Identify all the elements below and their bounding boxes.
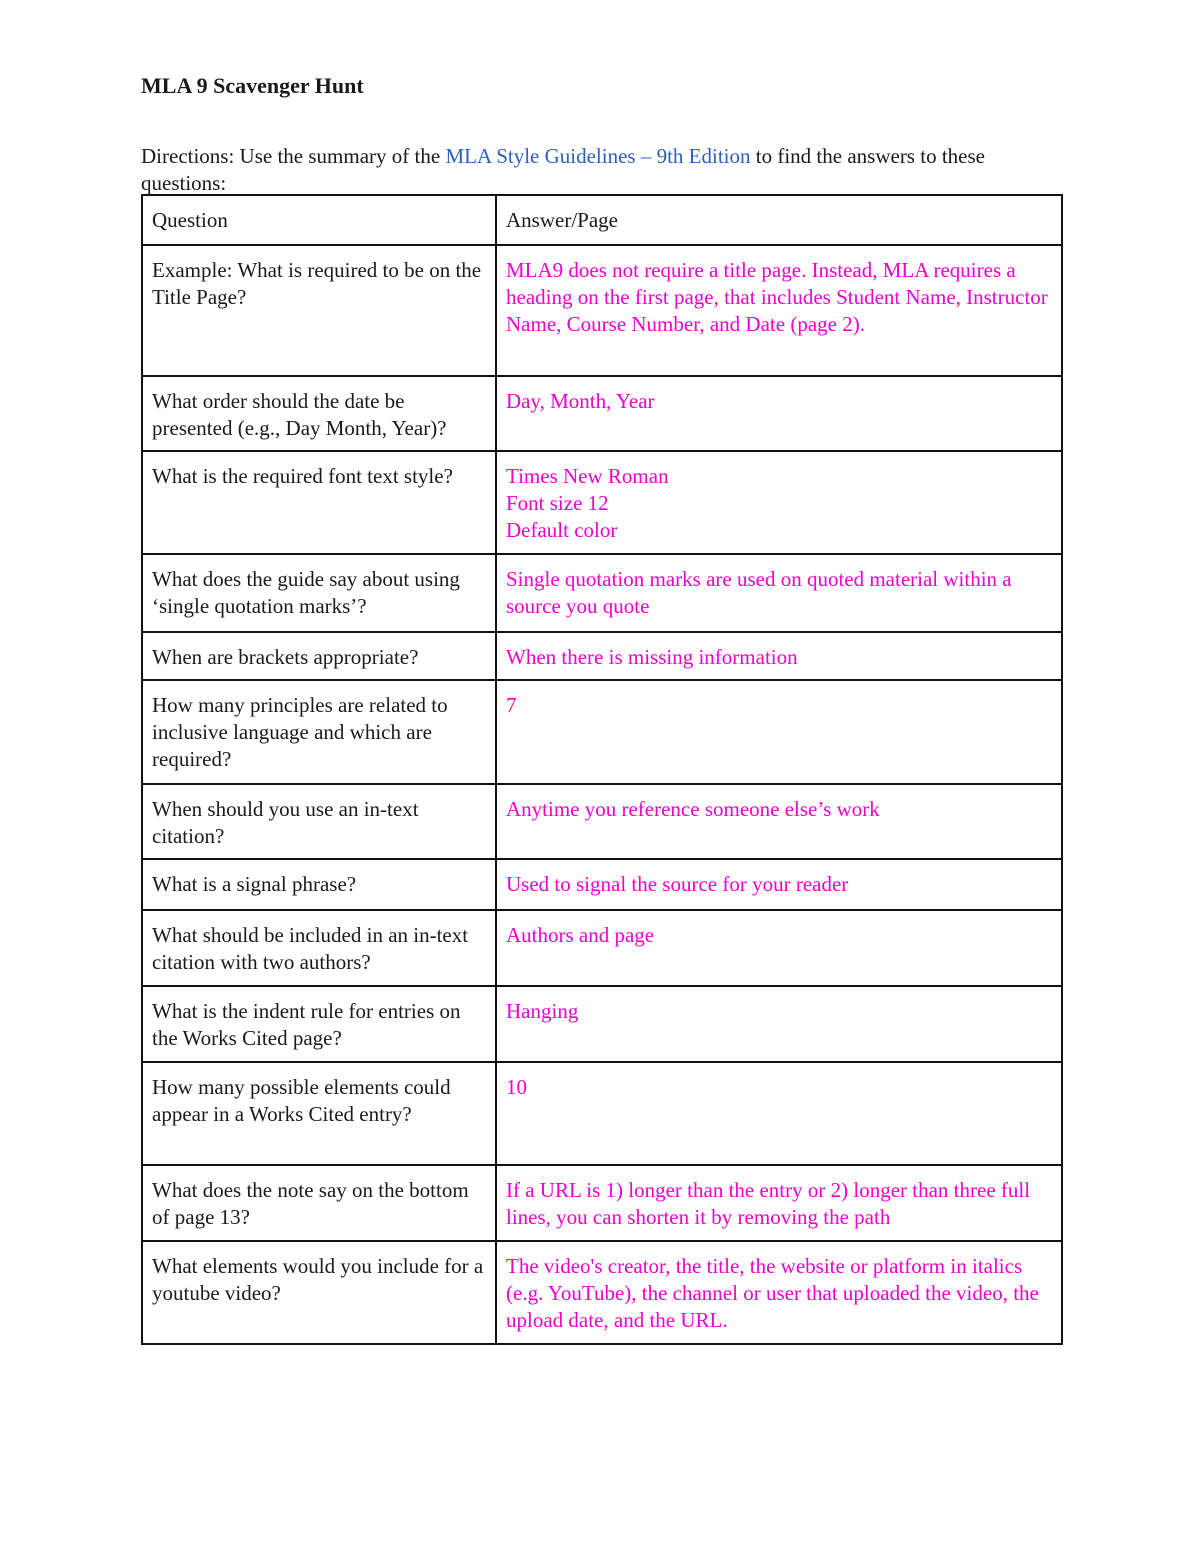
answer-line: Hanging (506, 999, 579, 1023)
directions-before: Directions: Use the summary of the (141, 144, 446, 168)
answer-line: If a URL is 1) longer than the entry or 2) longer than three full lines, you can shorten it by removing the path (506, 1178, 1031, 1229)
directions-text (141, 143, 1061, 197)
table-row (142, 632, 1062, 680)
question-cell: What is the required font text style? (142, 451, 496, 554)
answer-line: 7 (506, 693, 517, 717)
answer-line: Font size 12 (506, 491, 609, 515)
question-cell: What should be included in an in-text citation with two authors? (142, 910, 496, 986)
answer-cell (496, 451, 1062, 554)
answer-cell (496, 554, 1062, 632)
answer-line: Single quotation marks are used on quoted material within a source you quote (506, 567, 1012, 618)
question-cell: How many possible elements could appear in a Works Cited entry? (142, 1062, 496, 1165)
table-row (142, 1062, 1062, 1165)
answer-cell (496, 632, 1062, 680)
table-row (142, 376, 1062, 451)
table-row (142, 554, 1062, 632)
question-cell: When should you use an in-text citation? (142, 784, 496, 859)
table-row (142, 245, 1062, 376)
question-cell: How many principles are related to inclusive language and which are required? (142, 680, 496, 784)
answer-cell (496, 245, 1062, 376)
answer-line: Day, Month, Year (506, 389, 655, 413)
guidelines-link[interactable]: MLA Style Guidelines – 9th Edition (445, 144, 751, 168)
answer-cell (496, 376, 1062, 451)
document-title: MLA 9 Scavenger Hunt (141, 73, 364, 98)
directions-after: to find the answers to these questions: (141, 144, 985, 195)
answer-line: Anytime you reference someone else’s work (506, 797, 880, 821)
table-row (142, 680, 1062, 784)
answer-line: The video's creator, the title, the website or platform in italics (e.g. YouTube), the channel or user that uploaded the video, the upload date, and the URL. (506, 1254, 1039, 1332)
table-header-row (142, 195, 1062, 245)
answer-line: MLA9 does not require a title page. Instead, MLA requires a heading on the first page, that includes Student Name, Instructor Name, Course Number, and Date (page 2). (506, 258, 1048, 336)
answer-cell (496, 680, 1062, 784)
answer-cell (496, 1165, 1062, 1241)
answer-line: Authors and page (506, 923, 655, 947)
table-row (142, 859, 1062, 910)
question-cell: What is a signal phrase? (142, 859, 496, 910)
header-question: Question (142, 195, 496, 245)
table-row (142, 1241, 1062, 1344)
question-cell: What does the guide say about using ‘single quotation marks’? (142, 554, 496, 632)
question-cell: When are brackets appropriate? (142, 632, 496, 680)
question-cell: What order should the date be presented (e.g., Day Month, Year)? (142, 376, 496, 451)
answer-line: When there is missing information (506, 645, 798, 669)
answer-line: 10 (506, 1075, 527, 1099)
answer-cell (496, 1241, 1062, 1344)
table-body (142, 195, 1062, 1344)
header-answer: Answer/Page (496, 195, 1062, 245)
answer-line: Times New Roman (506, 464, 669, 488)
answer-line: Used to signal the source for your reader (506, 872, 849, 896)
answer-cell (496, 784, 1062, 859)
answer-cell (496, 859, 1062, 910)
question-cell: What elements would you include for a youtube video? (142, 1241, 496, 1344)
table-row (142, 784, 1062, 859)
question-cell: What is the indent rule for entries on the Works Cited page? (142, 986, 496, 1062)
table-row (142, 986, 1062, 1062)
answer-cell (496, 910, 1062, 986)
answer-cell (496, 1062, 1062, 1165)
question-cell: Example: What is required to be on the Title Page? (142, 245, 496, 376)
table-row (142, 451, 1062, 554)
answer-line: Default color (506, 518, 618, 542)
table-row (142, 910, 1062, 986)
answer-cell (496, 986, 1062, 1062)
question-cell: What does the note say on the bottom of page 13? (142, 1165, 496, 1241)
scavenger-hunt-table (141, 194, 1063, 1345)
table-row (142, 1165, 1062, 1241)
